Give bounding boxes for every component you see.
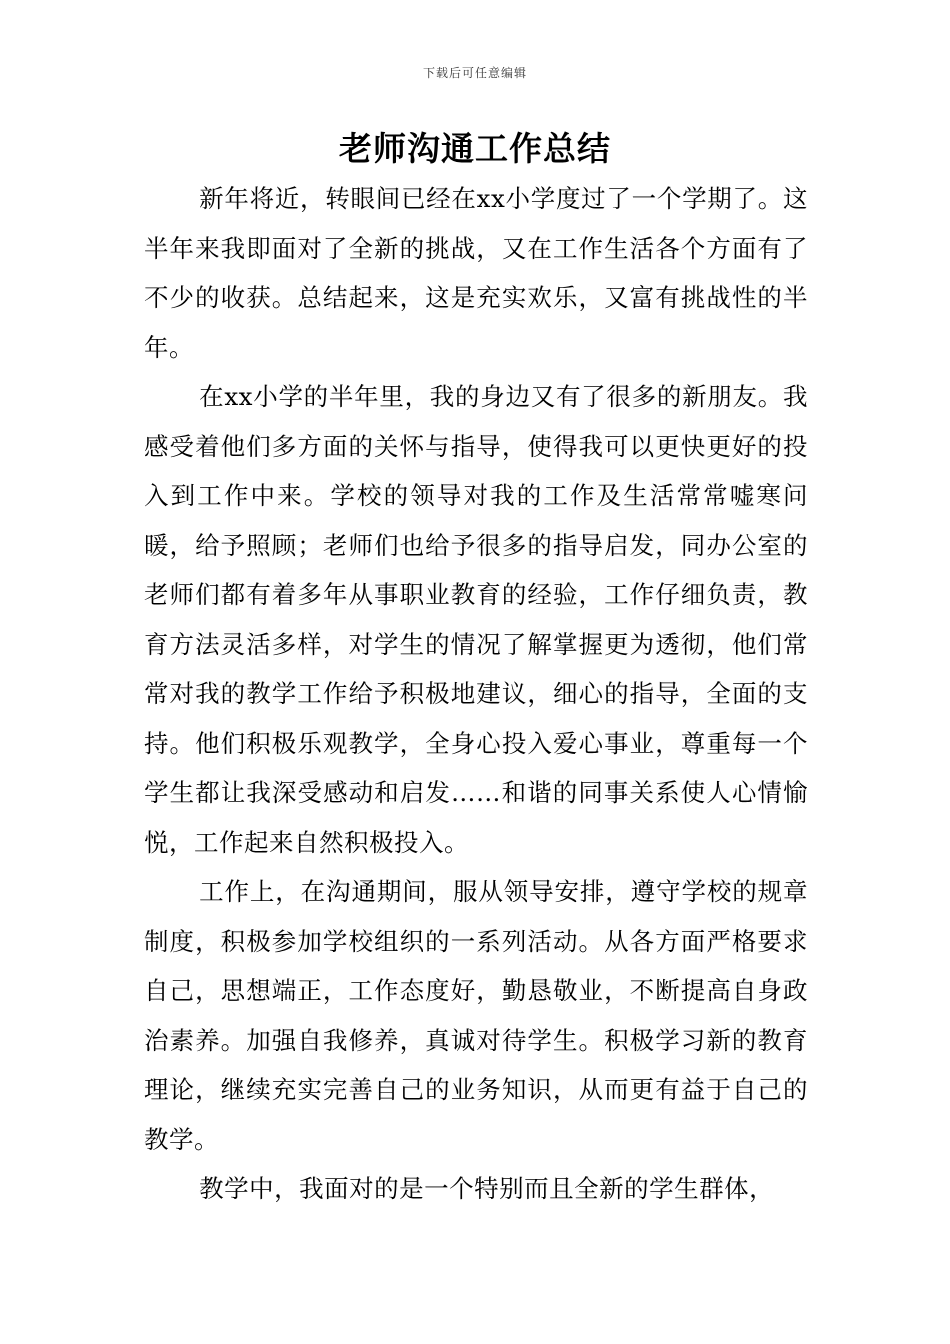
document-title: 老师沟通工作总结 (339, 129, 611, 168)
header-note: 下载后可任意编辑 (422, 66, 527, 80)
paragraph-3: 工作上，在沟通期间，服从领导安排，遵守学校的规章制度，积极参加学校组织的一系列活动。从各方面严格要求自己，思想端正，工作态度好，勤恳敬业，不断提高自身政治素养。加强自我修养，真诚对待学生。积极学习新的教育理论，继续充实完善自己的业务知识，从而更有益于自己的教学。 (144, 877, 808, 1154)
paragraph-1: 新年将近，转眼间已经在xx小学度过了一个学期了。这半年来我即面对了全新的挑战，又在工作生活各个方面有了不少的收获。总结起来，这是充实欢乐，又富有挑战性的半年。 (144, 184, 808, 362)
paragraph-2: 在xx小学的半年里，我的身边又有了很多的新朋友。我感受着他们多方面的关怀与指导，使得我可以更快更好的投入到工作中来。学校的领导对我的工作及生活常常嘘寒问暖，给予照顾；老师们也给予很多的指导启发，同办公室的老师们都有着多年从事职业教育的经验，工作仔细负责，教育方法灵活多样，对学生的情况了解掌握更为透彻，他们常常对我的教学工作给予积极地建议，细心的指导，全面的支持。他们积极乐观教学，全身心投入爱心事业，尊重每一个学生都让我深受感动和启发……和谐的同事关系使人心情愉悦，工作起来自然积极投入。 (144, 382, 808, 857)
document-body (144, 174, 808, 1214)
paragraph-4: 教学中，我面对的是一个特别而且全新的学生群体， (199, 1174, 775, 1203)
